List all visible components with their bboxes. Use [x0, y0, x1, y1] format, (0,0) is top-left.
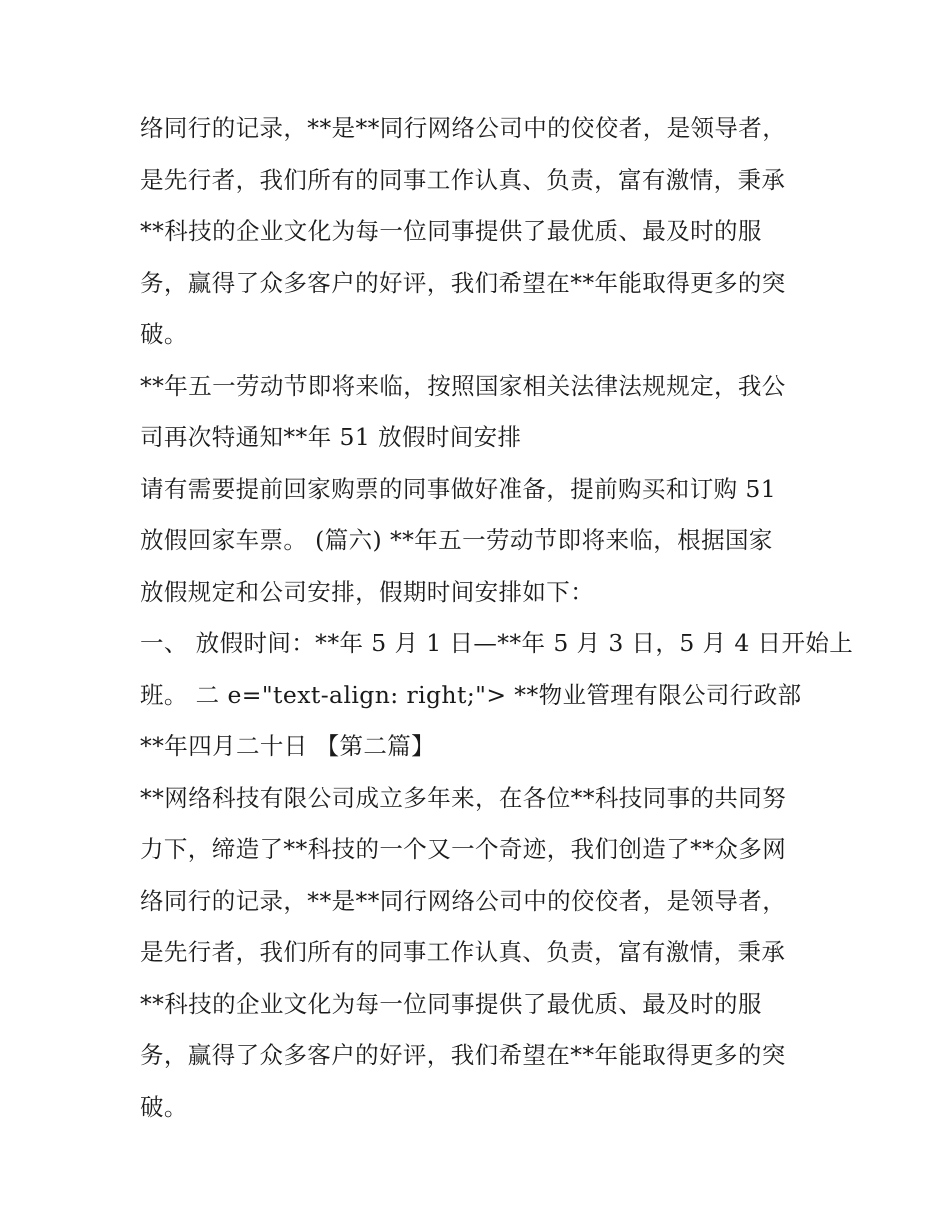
text-line: 司再次特通知**年 51 放假时间安排: [140, 423, 522, 451]
text-line: 力下，缔造了**科技的一个又一个奇迹，我们创造了**众多网: [140, 835, 787, 863]
text-line: 请有需要提前回家购票的同事做好准备，提前购买和订购 51: [140, 474, 777, 503]
text-line: 班。 二 e="text-align: right;"> **物业管理有限公司行政部: [140, 680, 802, 709]
document-page: [140, 103, 854, 1133]
text-line: 破。: [140, 1092, 188, 1121]
text-line: **网络科技有限公司成立多年来，在各位**科技同事的共同努: [140, 783, 787, 812]
text-line: 放假规定和公司安排，假期时间安排如下：: [140, 577, 595, 606]
text-line: **年五一劳动节即将来临，按照国家相关法律法规规定，我公: [140, 371, 786, 400]
text-line: 一、 放假时间：**年 5 月 1 日—**年 5 月 3 日，5 月 4 日开始上: [140, 629, 854, 657]
text-line: 放假回家车票。 (篇六) **年五一劳动节即将来临，根据国家: [140, 526, 773, 554]
text-line: 是先行者，我们所有的同事工作认真、负责，富有激情，秉承: [140, 938, 786, 966]
text-line: **年四月二十日 【第二篇】: [140, 732, 436, 760]
text-line: **科技的企业文化为每一位同事提供了最优质、最及时的服: [140, 217, 762, 245]
text-line: 务，赢得了众多客户的好评，我们希望在**年能取得更多的突: [140, 1041, 786, 1069]
text-line: 络同行的记录，**是**同行网络公司中的佼佼者，是领导者，: [140, 886, 787, 915]
text-line: 破。: [140, 320, 188, 348]
text-line: 务，赢得了众多客户的好评，我们希望在**年能取得更多的突: [140, 268, 786, 297]
text-line: **科技的企业文化为每一位同事提供了最优质、最及时的服: [140, 989, 762, 1018]
text-line: 是先行者，我们所有的同事工作认真、负责，富有激情，秉承: [140, 165, 786, 194]
text-line: 络同行的记录，**是**同行网络公司中的佼佼者，是领导者，: [140, 114, 787, 142]
